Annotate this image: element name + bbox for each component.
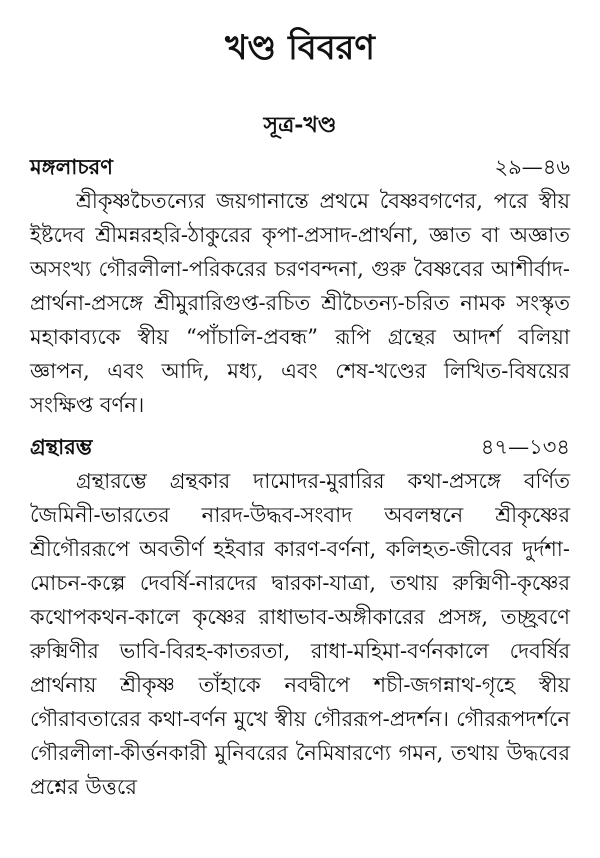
section-header [30,150,570,184]
section-text: শ্রীকৃষ্ণচৈতন্যের জয়গানান্তে প্রথমে বৈষ্ণবগণের, পরে স্বীয় ইষ্টদেব শ্রীমন্নরহরি-ঠাকুরের কৃপা-প্রসাদ-প্রার্থনা, জ্ঞাত বা অজ্ঞাত অসংখ্য গৌরলীলা-পরিকরের চরণবন্দনা, গুরু বৈষ্ণবের আশীর্বাদ-প্রার্থনা-প্রসঙ্গে শ্রীমুরারিগুপ্ত-রচিত শ্রীচৈতন্য-চরিত নামক সংস্কৃত মহাকাব্যকে স্বীয় “পাঁচালি-প্রবন্ধ” রূপি গ্রন্থের আদর্শ বলিয়া জ্ঞাপন, এবং আদি, মধ্য, এবং শেষ-খণ্ডের লিখিত-বিষয়ের সংক্ষিপ্ত বর্ণন। [30,189,570,417]
section-heading: মঙ্গলাচরণ [30,154,113,179]
page-title: খণ্ড বিবরণ [225,28,375,68]
section-granthrambha [30,430,570,804]
verse-range: ৪৭—১৩৪ [480,435,570,459]
section-text: গ্রন্থারম্ভে গ্রন্থকার দামোদর-মুরারির কথা-প্রসঙ্গে বর্ণিত জৈমিনী-ভারতের নারদ-উদ্ধব-সংবাদ অবলম্বনে শ্রীকৃষ্ণের শ্রীগৌররূপে অবতীর্ণ হইবার কারণ-বর্ণনা, কলিহত-জীবের দুর্দশা-মোচন-কল্পে দেবর্ষি-নারদের দ্বারকা-যাত্রা, তথায় রুক্মিণী-কৃষ্ণের কথোপকথন-কালে কৃষ্ণের রাধাভাব-অঙ্গীকারের প্রসঙ্গ, তচ্ছ্রবণে রুক্মিণীর ভাবি-বিরহ-কাতরতা, রাধা-মহিমা-বর্ণনকালে দেবর্ষির প্রার্থনায় শ্রীকৃষ্ণ তাঁহাকে নবদ্বীপে শচী-জগন্নাথ-গৃহে স্বীয় গৌরাবতারের কথা-বর্ণন মুখে স্বীয় গৌররূপ-প্রদর্শন। গৌররূপদর্শনে গৌরলীলা-কীর্ত্তনকারী মুনিবরের নৈমিষারণ্যে গমন, তথায় উদ্ধবের প্রশ্নের উত্তরে [30,469,570,799]
section-header [30,430,570,464]
section-mangalacharan [30,150,570,422]
page-subtitle: সূত্র-খণ্ড [263,112,337,138]
verse-range: ২৯—৪৬ [494,155,570,179]
section-heading: গ্রন্থারম্ভ [30,434,93,459]
